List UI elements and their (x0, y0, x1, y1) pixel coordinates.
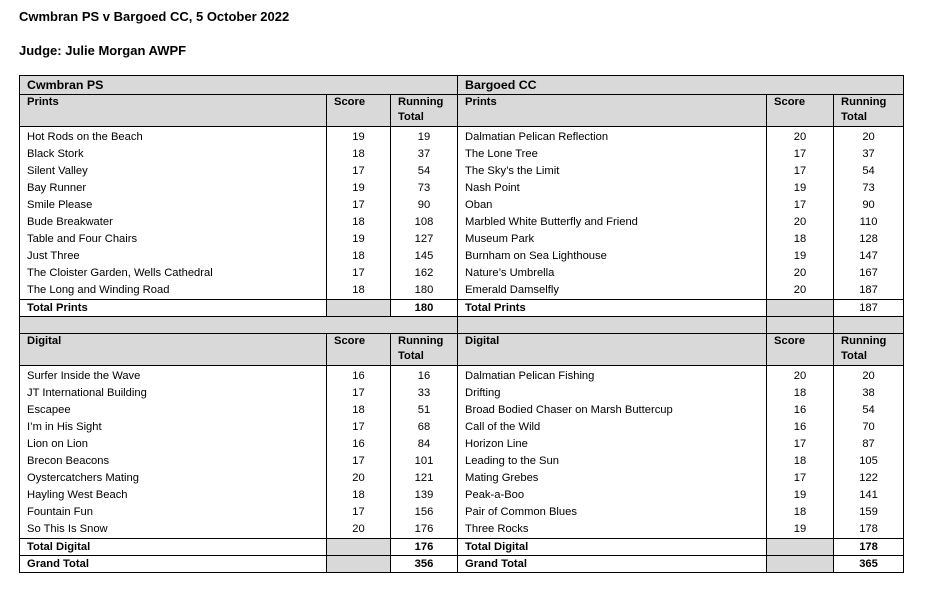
entry-title-left: Fountain Fun (20, 504, 327, 521)
entry-score-right: 19 (767, 521, 834, 539)
entry-title-left: The Long and Winding Road (20, 282, 327, 300)
entry-title-right: Nature’s Umbrella (458, 265, 767, 282)
digital-label-right: Digital (458, 334, 767, 366)
entry-running-total-right: 54 (834, 402, 904, 419)
entry-title-right: Drifting (458, 385, 767, 402)
judge-line: Judge: Julie Morgan AWPF (19, 43, 187, 58)
entry-running-total-left: 19 (391, 127, 458, 147)
entry-score-left: 18 (327, 487, 391, 504)
results-table (19, 75, 904, 573)
entry-running-total-left: 90 (391, 197, 458, 214)
entry-score-left: 18 (327, 282, 391, 300)
entry-score-right: 19 (767, 180, 834, 197)
entry-title-left: Smile Please (20, 197, 327, 214)
entry-score-left: 17 (327, 453, 391, 470)
document-title: Cwmbran PS v Bargoed CC, 5 October 2022 (19, 9, 290, 24)
total-digital-left: 176 (391, 539, 458, 556)
entry-score-right: 17 (767, 197, 834, 214)
entry-score-right: 20 (767, 282, 834, 300)
entry-running-total-right: 159 (834, 504, 904, 521)
entry-running-total-left: 84 (391, 436, 458, 453)
table-row (20, 248, 904, 265)
entry-title-right: Nash Point (458, 180, 767, 197)
entry-score-right: 18 (767, 231, 834, 248)
entry-score-right: 17 (767, 146, 834, 163)
entry-score-right: 20 (767, 214, 834, 231)
entry-score-right: 18 (767, 504, 834, 521)
digital-header-row (20, 334, 904, 366)
total-digital-label-right: Total Digital (458, 539, 767, 556)
prints-label-right: Prints (458, 95, 767, 127)
running-total-header-right: Running Total (834, 95, 904, 127)
entry-score-right: 19 (767, 248, 834, 265)
table-row (20, 436, 904, 453)
entry-title-left: Brecon Beacons (20, 453, 327, 470)
entry-title-left: Just Three (20, 248, 327, 265)
entry-title-left: Hot Rods on the Beach (20, 127, 327, 147)
entry-title-left: Silent Valley (20, 163, 327, 180)
entry-score-left: 18 (327, 248, 391, 265)
entry-running-total-right: 110 (834, 214, 904, 231)
entry-score-left: 20 (327, 470, 391, 487)
table-row (20, 453, 904, 470)
entry-title-left: Table and Four Chairs (20, 231, 327, 248)
entry-score-right: 18 (767, 453, 834, 470)
entry-title-right: Call of the Wild (458, 419, 767, 436)
entry-score-left: 17 (327, 504, 391, 521)
entry-score-right: 20 (767, 127, 834, 147)
entry-running-total-left: 180 (391, 282, 458, 300)
entry-running-total-left: 108 (391, 214, 458, 231)
entry-score-right: 19 (767, 487, 834, 504)
entry-title-left: Lion on Lion (20, 436, 327, 453)
entry-score-left: 17 (327, 385, 391, 402)
entry-score-left: 18 (327, 402, 391, 419)
entry-score-right: 20 (767, 366, 834, 386)
prints-label-left: Prints (20, 95, 327, 127)
entry-title-right: Peak-a-Boo (458, 487, 767, 504)
table-row (20, 521, 904, 539)
entry-score-left: 16 (327, 366, 391, 386)
entry-score-left: 18 (327, 146, 391, 163)
score-header-right: Score (767, 95, 834, 127)
score-header-left: Score (327, 334, 391, 366)
grand-total-label-left: Grand Total (20, 556, 327, 573)
entry-title-left: Oystercatchers Mating (20, 470, 327, 487)
table-row (20, 214, 904, 231)
entry-running-total-left: 176 (391, 521, 458, 539)
entry-running-total-left: 121 (391, 470, 458, 487)
entry-title-right: Broad Bodied Chaser on Marsh Buttercup (458, 402, 767, 419)
entry-score-left: 17 (327, 265, 391, 282)
entry-running-total-right: 54 (834, 163, 904, 180)
entry-running-total-right: 73 (834, 180, 904, 197)
entry-title-left: So This Is Snow (20, 521, 327, 539)
entry-title-left: Bude Breakwater (20, 214, 327, 231)
table-row (20, 231, 904, 248)
table-row (20, 366, 904, 386)
score-header-left: Score (327, 95, 391, 127)
entry-running-total-right: 37 (834, 146, 904, 163)
entry-running-total-right: 141 (834, 487, 904, 504)
entry-running-total-right: 20 (834, 127, 904, 147)
running-total-header-right: Running Total (834, 334, 904, 366)
entry-title-right: Mating Grebes (458, 470, 767, 487)
entry-title-right: Three Rocks (458, 521, 767, 539)
total-digital-right: 178 (834, 539, 904, 556)
total-digital-label-left: Total Digital (20, 539, 327, 556)
table-row (20, 127, 904, 147)
running-total-header-left: Running Total (391, 95, 458, 127)
entry-running-total-left: 68 (391, 419, 458, 436)
table-row (20, 487, 904, 504)
entry-running-total-left: 33 (391, 385, 458, 402)
running-total-header-left: Running Total (391, 334, 458, 366)
entry-running-total-right: 105 (834, 453, 904, 470)
grand-total-left: 356 (391, 556, 458, 573)
entry-running-total-left: 127 (391, 231, 458, 248)
team-name-left: Cwmbran PS (20, 76, 458, 95)
entry-running-total-left: 156 (391, 504, 458, 521)
entry-title-left: JT International Building (20, 385, 327, 402)
grand-total-right: 365 (834, 556, 904, 573)
entry-running-total-left: 51 (391, 402, 458, 419)
entry-score-left: 18 (327, 214, 391, 231)
total-prints-label-right: Total Prints (458, 300, 767, 317)
grand-total-label-right: Grand Total (458, 556, 767, 573)
table-row (20, 402, 904, 419)
entry-score-right: 17 (767, 470, 834, 487)
entry-running-total-left: 101 (391, 453, 458, 470)
table-row (20, 265, 904, 282)
team-header-row (20, 76, 904, 95)
entry-running-total-right: 167 (834, 265, 904, 282)
entry-running-total-right: 147 (834, 248, 904, 265)
entry-running-total-right: 38 (834, 385, 904, 402)
entry-title-right: Dalmatian Pelican Fishing (458, 366, 767, 386)
entry-running-total-right: 178 (834, 521, 904, 539)
entry-running-total-left: 139 (391, 487, 458, 504)
entry-score-right: 16 (767, 402, 834, 419)
entry-score-right: 17 (767, 436, 834, 453)
entry-score-right: 17 (767, 163, 834, 180)
entry-score-left: 17 (327, 197, 391, 214)
entry-title-left: Escapee (20, 402, 327, 419)
entry-title-left: I’m in His Sight (20, 419, 327, 436)
entry-title-right: Pair of Common Blues (458, 504, 767, 521)
entry-title-left: Bay Runner (20, 180, 327, 197)
total-digital-row (20, 539, 904, 556)
entry-running-total-right: 122 (834, 470, 904, 487)
total-prints-row (20, 300, 904, 317)
entry-running-total-right: 90 (834, 197, 904, 214)
entry-running-total-right: 128 (834, 231, 904, 248)
entry-title-right: Leading to the Sun (458, 453, 767, 470)
entry-title-left: Surfer Inside the Wave (20, 366, 327, 386)
entry-score-left: 20 (327, 521, 391, 539)
entry-running-total-left: 162 (391, 265, 458, 282)
total-prints-label-left: Total Prints (20, 300, 327, 317)
entry-title-right: Marbled White Butterfly and Friend (458, 214, 767, 231)
total-prints-left: 180 (391, 300, 458, 317)
table-row (20, 146, 904, 163)
entry-running-total-left: 54 (391, 163, 458, 180)
table-row (20, 385, 904, 402)
entry-title-right: Burnham on Sea Lighthouse (458, 248, 767, 265)
entry-score-left: 19 (327, 231, 391, 248)
team-name-right: Bargoed CC (458, 76, 904, 95)
table-row (20, 504, 904, 521)
entry-title-right: Museum Park (458, 231, 767, 248)
entry-score-left: 17 (327, 163, 391, 180)
entry-running-total-left: 145 (391, 248, 458, 265)
table-row (20, 180, 904, 197)
entry-title-left: Black Stork (20, 146, 327, 163)
entry-running-total-right: 187 (834, 282, 904, 300)
entry-score-left: 17 (327, 419, 391, 436)
table-row (20, 470, 904, 487)
entry-score-right: 16 (767, 419, 834, 436)
section-divider (20, 317, 904, 334)
entry-running-total-left: 16 (391, 366, 458, 386)
entry-score-left: 19 (327, 127, 391, 147)
entry-score-left: 19 (327, 180, 391, 197)
entry-running-total-left: 73 (391, 180, 458, 197)
entry-title-right: Horizon Line (458, 436, 767, 453)
table-row (20, 282, 904, 300)
entry-title-right: The Lone Tree (458, 146, 767, 163)
entry-score-right: 20 (767, 265, 834, 282)
entry-running-total-right: 87 (834, 436, 904, 453)
grand-total-row (20, 556, 904, 573)
score-header-right: Score (767, 334, 834, 366)
digital-label-left: Digital (20, 334, 327, 366)
entry-running-total-right: 20 (834, 366, 904, 386)
entry-running-total-right: 70 (834, 419, 904, 436)
prints-header-row (20, 95, 904, 127)
entry-title-right: Dalmatian Pelican Reflection (458, 127, 767, 147)
table-row (20, 197, 904, 214)
entry-title-left: Hayling West Beach (20, 487, 327, 504)
table-row (20, 163, 904, 180)
entry-title-right: Emerald Damselfly (458, 282, 767, 300)
table-row (20, 419, 904, 436)
entry-score-right: 18 (767, 385, 834, 402)
total-prints-right: 187 (834, 300, 904, 317)
entry-running-total-left: 37 (391, 146, 458, 163)
entry-title-right: Oban (458, 197, 767, 214)
entry-score-left: 16 (327, 436, 391, 453)
entry-title-right: The Sky’s the Limit (458, 163, 767, 180)
entry-title-left: The Cloister Garden, Wells Cathedral (20, 265, 327, 282)
